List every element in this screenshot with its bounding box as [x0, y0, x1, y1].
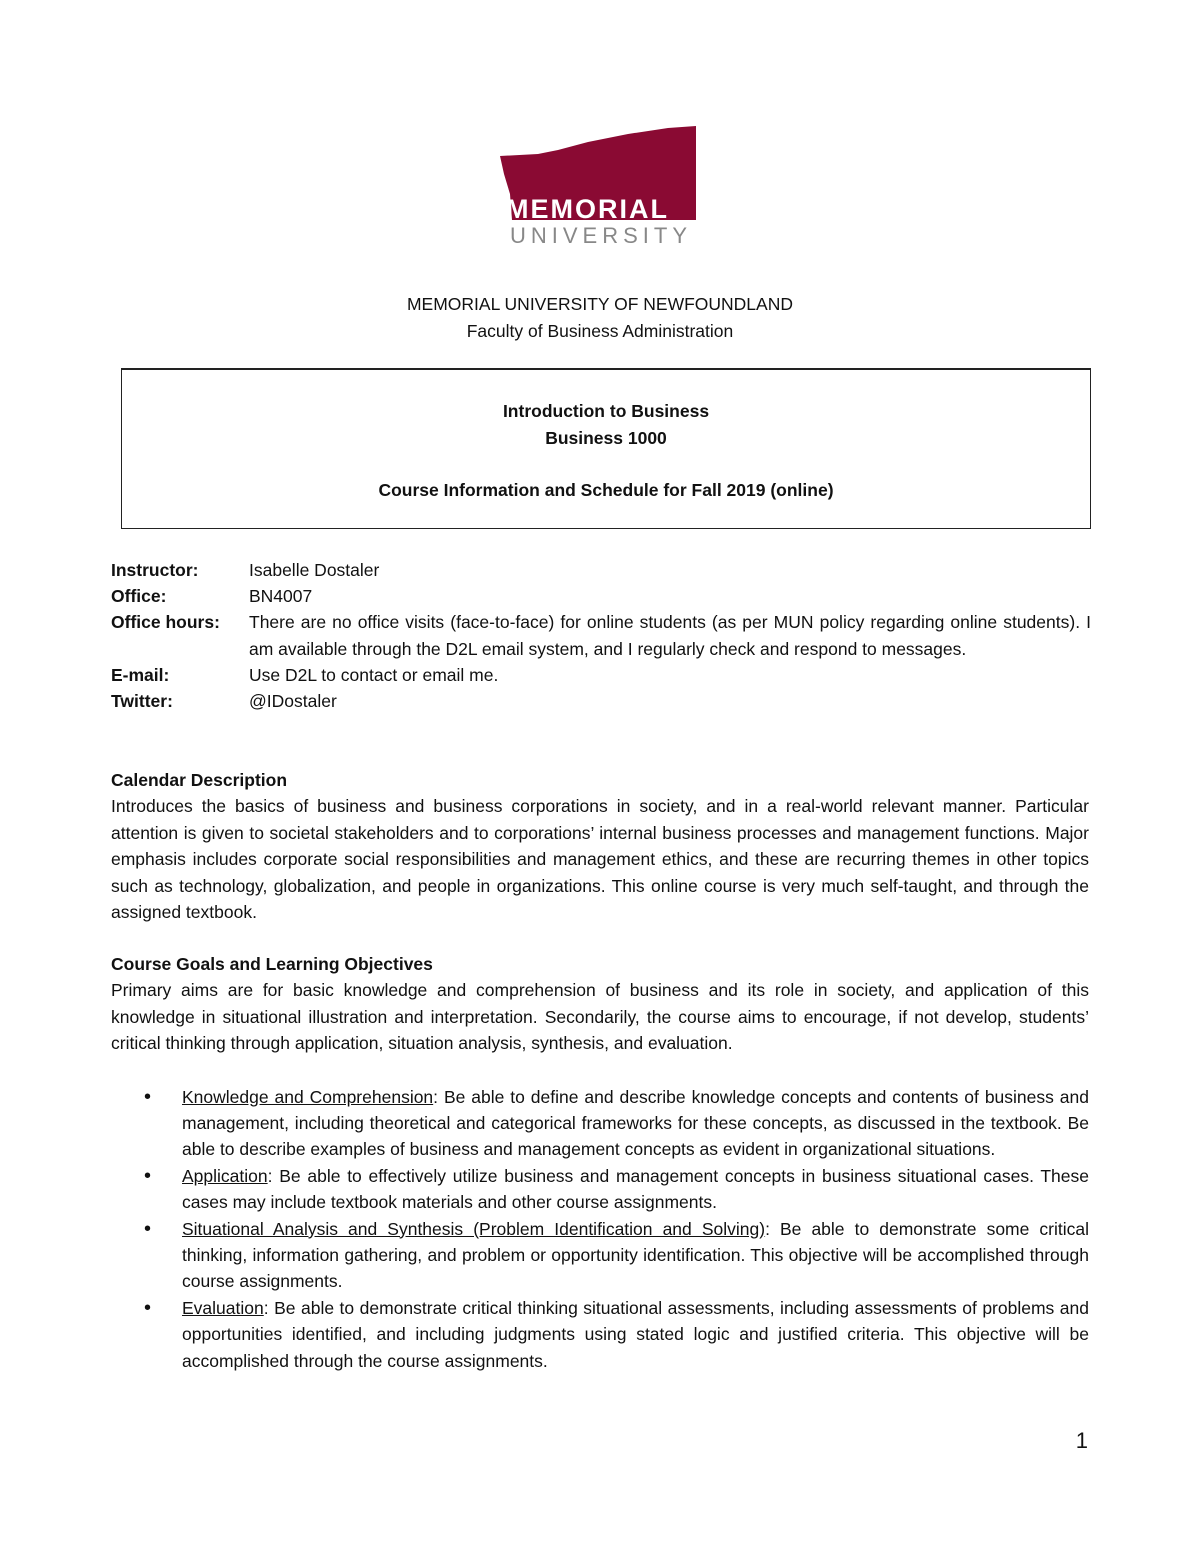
info-row — [111, 688, 1091, 714]
objective-text: : Be able to define and describe knowledge concepts and contents of business and management, including theoretical and categorical frameworks for these concepts, as discussed in the textbook. Be able to describe examples of business and management concepts as evident in organizational situations. — [182, 1086, 1089, 1160]
section-text: Primary aims are for basic knowledge and comprehension of business and its role in society, and application of this knowledge in situational illustration and interpretation. Secondarily, the course aims to encourage, if not develop, students’ critical thinking through application, situation analysis, synthesis, and evaluation. — [111, 980, 1089, 1054]
twitter-handle: @IDostaler — [249, 691, 337, 712]
objective-term: Evaluation — [182, 1297, 264, 1318]
logo-shape-icon — [498, 124, 698, 246]
section-text: Introduces the basics of business and business corporations in society, and in a real-world relevant manner. Particular attention is given to societal stakeholders and to corporations’ internal business processes and management functions. Major emphasis includes corporate social responsibilities and management ethics, and these are recurring themes in other topics such as technology, globalization, and people in organizations. This online course is very much self-taught, and through the assigned textbook. — [111, 796, 1089, 923]
objective-term: Application — [182, 1165, 268, 1186]
info-label: Instructor: — [111, 560, 199, 580]
info-label: E-mail: — [111, 664, 170, 685]
info-value: BN4007 — [249, 586, 313, 607]
info-value: There are no office visits (face-to-face) for online students (as per MUN policy regarding online students). I am available through the D2L email system, and I regularly check and respond to messages. — [249, 612, 1091, 659]
info-row — [111, 557, 1091, 583]
objectives-list — [111, 1084, 1089, 1374]
memorial-university-logo — [498, 124, 698, 246]
objective-text: : Be able to demonstrate critical thinking situational assessments, including assessments of problems and opportunities identified, and including judgments using stated logic and justified criteria. This objective will be accomplished through the course assignments. — [182, 1297, 1089, 1371]
svg-text:UNIVERSITY: UNIVERSITY — [510, 223, 693, 246]
section-heading: Calendar Description — [111, 770, 288, 790]
info-label: Office hours: — [111, 612, 220, 633]
objective-term: Situational Analysis and Synthesis (Problem Identification and Solving) — [182, 1218, 766, 1239]
objective-text: : Be able to demonstrate some critical thinking, information gathering, and problem or opportunity identification. This objective will be accomplished through course assignments. — [182, 1218, 1089, 1292]
course-title-box — [121, 368, 1091, 529]
course-name: Introduction to Business — [502, 401, 710, 421]
info-row — [111, 583, 1091, 609]
info-row — [111, 609, 1091, 661]
calendar-description-section — [111, 767, 1089, 925]
info-label: Office: — [111, 586, 167, 607]
objective-term: Knowledge and Comprehension — [182, 1086, 434, 1107]
info-row — [111, 662, 1091, 688]
instructor-info — [111, 557, 1091, 714]
page-number: 1 — [1075, 1428, 1088, 1453]
list-item — [111, 1216, 1089, 1295]
list-item — [111, 1163, 1089, 1216]
email-value: Use D2L to contact or email me. — [249, 664, 499, 685]
faculty-name: Faculty of Business Administration — [466, 321, 734, 341]
goals-section — [111, 951, 1089, 1374]
list-item — [111, 1084, 1089, 1163]
course-subtitle: Course Information and Schedule for Fall 2019 (online) — [378, 480, 834, 500]
course-code: Business 1000 — [545, 428, 667, 448]
university-name: MEMORIAL UNIVERSITY OF NEWFOUNDLAND — [406, 294, 793, 314]
list-item — [111, 1295, 1089, 1374]
info-value: Isabelle Dostaler — [249, 560, 380, 580]
svg-text:MEMORIAL: MEMORIAL — [506, 194, 669, 224]
info-label: Twitter: — [111, 691, 173, 712]
section-heading: Course Goals and Learning Objectives — [111, 954, 433, 974]
objective-text: : Be able to effectively utilize business and management concepts in business situational cases. These cases may include textbook materials and other course assignments. — [182, 1165, 1089, 1213]
